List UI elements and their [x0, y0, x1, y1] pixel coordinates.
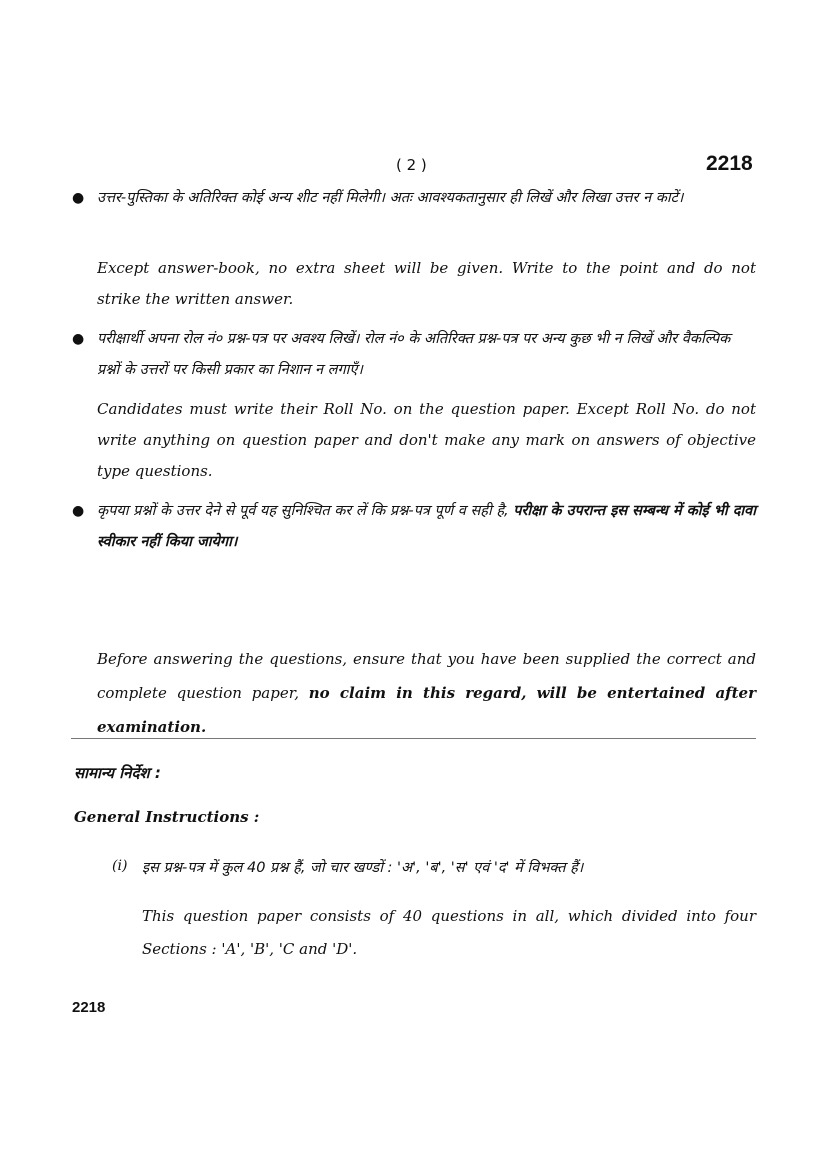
instruction-3-english [97, 642, 756, 744]
bullet-icon: ● [72, 331, 85, 347]
item-1-english: This question paper consists of 40 questions in all, which divided into four Sections : 'A', 'B', 'C and 'D'. [142, 907, 756, 958]
instruction-1-english-line1: Except answer-book, no extra sheet will be given. Write to the point and do not [97, 259, 756, 277]
instruction-1-english-line2: strike the written answer. [97, 290, 294, 308]
item-1-hindi: इस प्रश्न-पत्र में कुल 40 प्रश्न हैं, जो चार खण्डों : 'अ', 'ब', 'स' एवं 'द' में विभक्त हैं। [142, 860, 584, 876]
page-number: ( 2 ) [396, 156, 427, 174]
instruction-3-hindi [97, 496, 757, 558]
instruction-1-hindi: उत्तर-पुस्तिका के अतिरिक्त कोई अन्य शीट नहीं मिलेगी। अतः आवश्यकतानुसार ही लिखें और लिखा उत्तर न काटें। [97, 190, 684, 206]
item-number: (i) [112, 858, 128, 874]
general-instructions-heading: General Instructions : [74, 808, 260, 826]
bullet-icon: ● [72, 503, 85, 519]
bullet-icon: ● [72, 190, 85, 206]
instruction-2-hindi: परीक्षार्थी अपना रोल नं० प्रश्न-पत्र पर अवश्य लिखें। रोल नं० के अतिरिक्त प्रश्न-पत्र पर अन्य कुछ भी न लिखें और वैकल्पिक प्रश्नों के उत्तरों पर किसी प्रकार का निशान न लगाएँ। [97, 331, 731, 378]
divider [71, 738, 756, 739]
paper-code-header: 2218 [706, 152, 753, 175]
instruction-3-english-bold: no claim in this regard, will be entertained after examination. [97, 684, 756, 736]
instruction-3-hindi-bold: परीक्षा के उपरान्त इस सम्बन्ध में कोई भी दावा स्वीकार नहीं किया जायेगा। [97, 503, 756, 550]
instruction-3-english-text: Before answering the questions, ensure that you have been supplied the correct and complete question paper, [97, 650, 756, 702]
instruction-3-hindi-text: कृपया प्रश्नों के उत्तर देने से पूर्व यह सुनिश्चित कर लें कि प्रश्न-पत्र पूर्ण व सही है, [97, 503, 509, 519]
general-instructions-heading-hindi: सामान्य निर्देश : [74, 764, 161, 782]
instruction-2-english: Candidates must write their Roll No. on the question paper. Except Roll No. do not write anything on question paper and don't make any mark on answers of objective type questions. [97, 400, 756, 480]
paper-code-footer: 2218 [72, 999, 106, 1016]
